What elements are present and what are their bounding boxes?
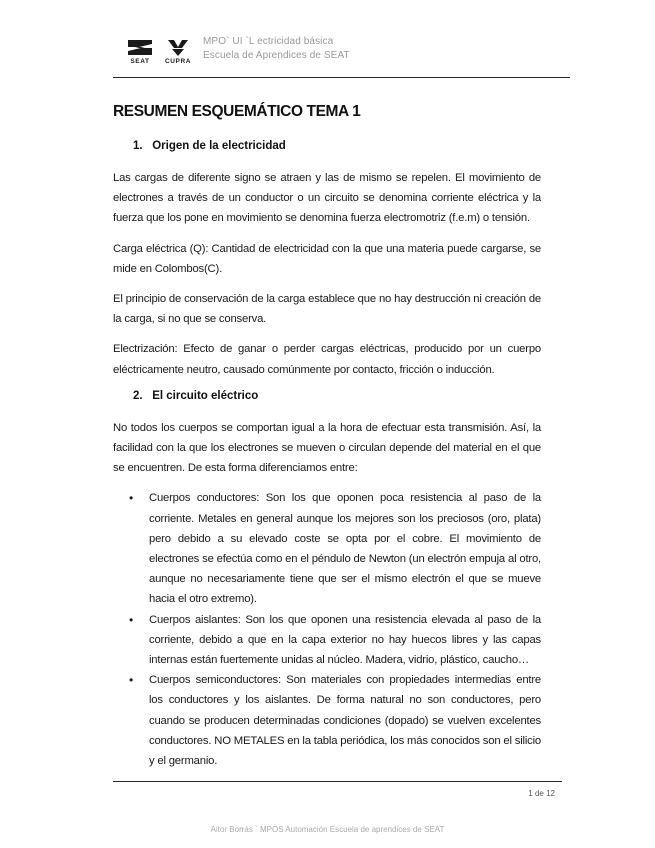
bullet-icon: • [129,491,134,506]
document-body [113,103,541,771]
section-1-heading [133,140,541,152]
paragraph: El principio de conservación de la carga establece que no hay destrucción ni creación de la carga, si no que se conserva. [113,293,541,326]
materials-list [113,488,541,771]
list-item-text: Cuerpos semiconductores: Son materiales con propiedades intermedias entre los conductores y los aislantes. De forma natural no son conductores, pero cuando se producen determinadas condiciones (dopado) se vuelven excelentes conductores. NO METALES en la tabla periódica, los más conocidos son el silicio y el germanio. [149,674,541,768]
list-item [113,488,541,609]
list-item-text: Cuerpos aislantes: Son los que oponen una resistencia elevada al paso de la corriente, debido a que en la capa exterior no hay huecos libres y las capas internas están fuertemente unidas al núcleo. Madera, vidrio, plástico, caucho… [149,613,541,667]
header-line-1: MPO` UI `L ectricidad básica [203,36,334,47]
list-item [113,670,541,771]
section-1-number: 1. [133,140,143,152]
bullet-icon: • [129,673,134,688]
section-2-number: 2. [133,389,143,402]
bullet-icon: • [129,612,134,627]
seat-logo-icon [123,38,157,64]
footer-caption: Aitor Borrás ` MPOS Automación Escuela de aprendices de SEAT [210,825,445,834]
seat-logo-text: SEAT [130,58,150,64]
header-divider [113,77,570,78]
brand-logos [123,38,195,64]
paragraph: Electrización: Efecto de ganar o perder cargas eléctricas, producido por un cuerpo eléctricamente neutro, causado comúnmente por contacto, fricción o inducción. [113,343,541,376]
cupra-logo-icon [161,38,195,64]
footer-divider [113,781,562,782]
document-title: RESUMEN ESQUEMÁTICO TEMA 1 [113,103,361,120]
paragraph: No todos los cuerpos se comportan igual a la hora de efectuar esta transmisión. Así, la facilidad con la que los electrones se mueven o circulan depende del material en el que se encuentren. De esta forma diferenciamos entre: [113,421,541,475]
paragraph: Carga eléctrica (Q): Cantidad de electricidad con la que una materia puede cargarse, se mide en Colombos(C). [113,242,541,275]
header-caption [203,35,350,63]
header-line-2: Escuela de Aprendices de SEAT [203,50,350,61]
paragraph: Las cargas de diferente signo se atraen y las de mismo se repelen. El movimiento de electrones a través de un conductor o un circuito se denomina corriente eléctrica y la fuerza que los pone en movimiento se denomina fuerza electromotriz (f.e.m) o tensión. [113,172,541,225]
section-2-title: El circuito eléctrico [152,389,259,402]
section-1-title: Origen de la electricidad [152,140,286,152]
cupra-logo-text: CUPRA [164,58,192,64]
section-2-heading [133,390,541,402]
page-number: 1 de 12 [528,789,555,798]
list-item-text: Cuerpos conductores: Son los que oponen poca resistencia al paso de la corriente. Metales en general aunque los mejores son los preciosos (oro, plata) pero debido a su elevado coste se opta por el cobre. El movimiento de electrones se efectúa como en el péndulo de Newton (un electrón empuja al otro, aunque no necesariamente tiene que ser el mismo electrón el que se mueve hacia el otro extremo). [149,492,541,606]
list-item [113,610,541,671]
page-header [0,0,655,80]
